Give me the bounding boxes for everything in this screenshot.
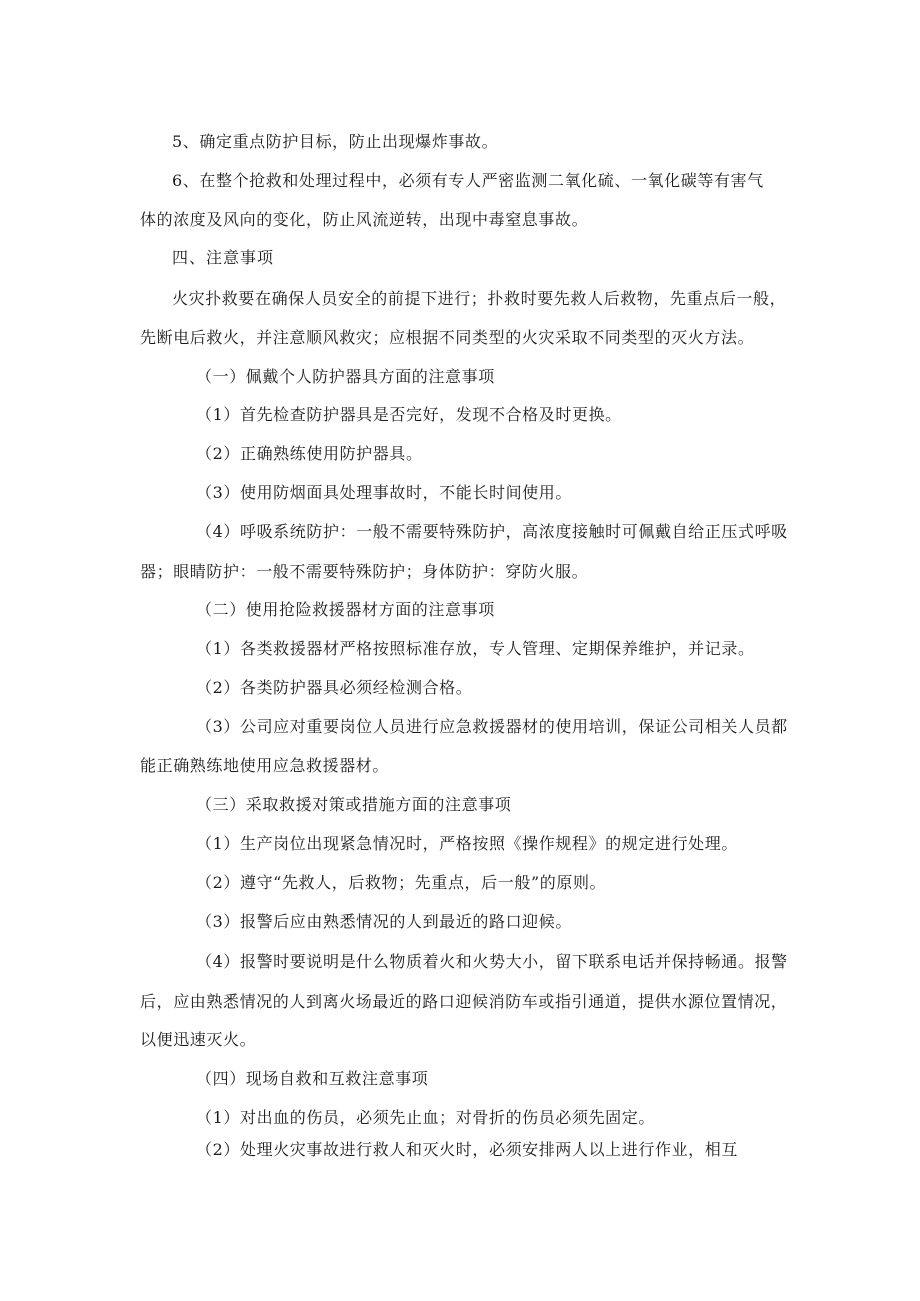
paragraph-line: 6、在整个抢救和处理过程中，必须有专人严密监测二氧化硫、一氧化碳等有害气 <box>172 171 764 190</box>
list-item-continuation: 后，应由熟悉情况的人到离火场最近的路口迎候消防车或指引通道，提供水源位置情况， <box>140 992 788 1011</box>
list-item: （2）遵守“先救人，后救物；先重点，后一般”的原则。 <box>196 873 607 892</box>
list-item: （3）报警后应由熟悉情况的人到最近的路口迎候。 <box>196 912 572 931</box>
section-heading: 四、注意事项 <box>172 248 275 267</box>
list-item: （3）使用防烟面具处理事故时，不能长时间使用。 <box>196 483 572 502</box>
paragraph-line: 先断电后救火，并注意顺风救灾；应根据不同类型的火灾采取不同类型的灭火方法。 <box>140 328 755 347</box>
subsection-heading: （三）采取救援对策或措施方面的注意事项 <box>196 795 512 814</box>
list-item-continuation: 以便迅速灭火。 <box>140 1030 257 1049</box>
list-item: （3）公司应对重要岗位人员进行应急救援器材的使用培训，保证公司相关人员都 <box>196 717 788 736</box>
subsection-heading: （二）使用抢险救援器材方面的注意事项 <box>196 600 495 619</box>
list-item: （1）首先检查防护器具是否完好，发现不合格及时更换。 <box>196 405 622 424</box>
list-item: （2）处理火灾事故进行救人和灭火时，必须安排两人以上进行作业，相互 <box>196 1140 738 1159</box>
list-item: （2）正确熟练使用防护器具。 <box>196 444 423 463</box>
list-item: （4）报警时要说明是什么物质着火和火势大小，留下联系电话并保持畅通。报警 <box>196 952 788 971</box>
subsection-heading: （一）佩戴个人防护器具方面的注意事项 <box>196 367 495 386</box>
paragraph-line: 5、确定重点防护目标，防止出现爆炸事故。 <box>172 132 499 151</box>
subsection-heading: （四）现场自救和互救注意事项 <box>196 1069 429 1088</box>
list-item: （2）各类防护器具必须经检测合格。 <box>196 678 473 697</box>
list-item: （4）呼吸系统防护：一般不需要特殊防护，高浓度接触时可佩戴自给正压式呼吸 <box>196 522 788 541</box>
list-item: （1）对出血的伤员，必须先止血；对骨折的伤员必须先固定。 <box>196 1108 655 1127</box>
list-item-continuation: 能正确熟练地使用应急救援器材。 <box>140 756 390 775</box>
paragraph-line: 体的浓度及风向的变化，防止风流逆转，出现中毒窒息事故。 <box>140 210 589 229</box>
list-item: （1）生产岗位出现紧急情况时，严格按照《操作规程》的规定进行处理。 <box>196 834 738 853</box>
list-item-continuation: 器；眼睛防护：一般不需要特殊防护；身体防护：穿防火服。 <box>140 562 589 581</box>
paragraph-line: 火灾扑救要在确保人员安全的前提下进行；扑救时要先救人后救物，先重点后一般， <box>172 289 787 308</box>
list-item: （1）各类救援器材严格按照标准存放，专人管理、定期保养维护，并记录。 <box>196 639 755 658</box>
